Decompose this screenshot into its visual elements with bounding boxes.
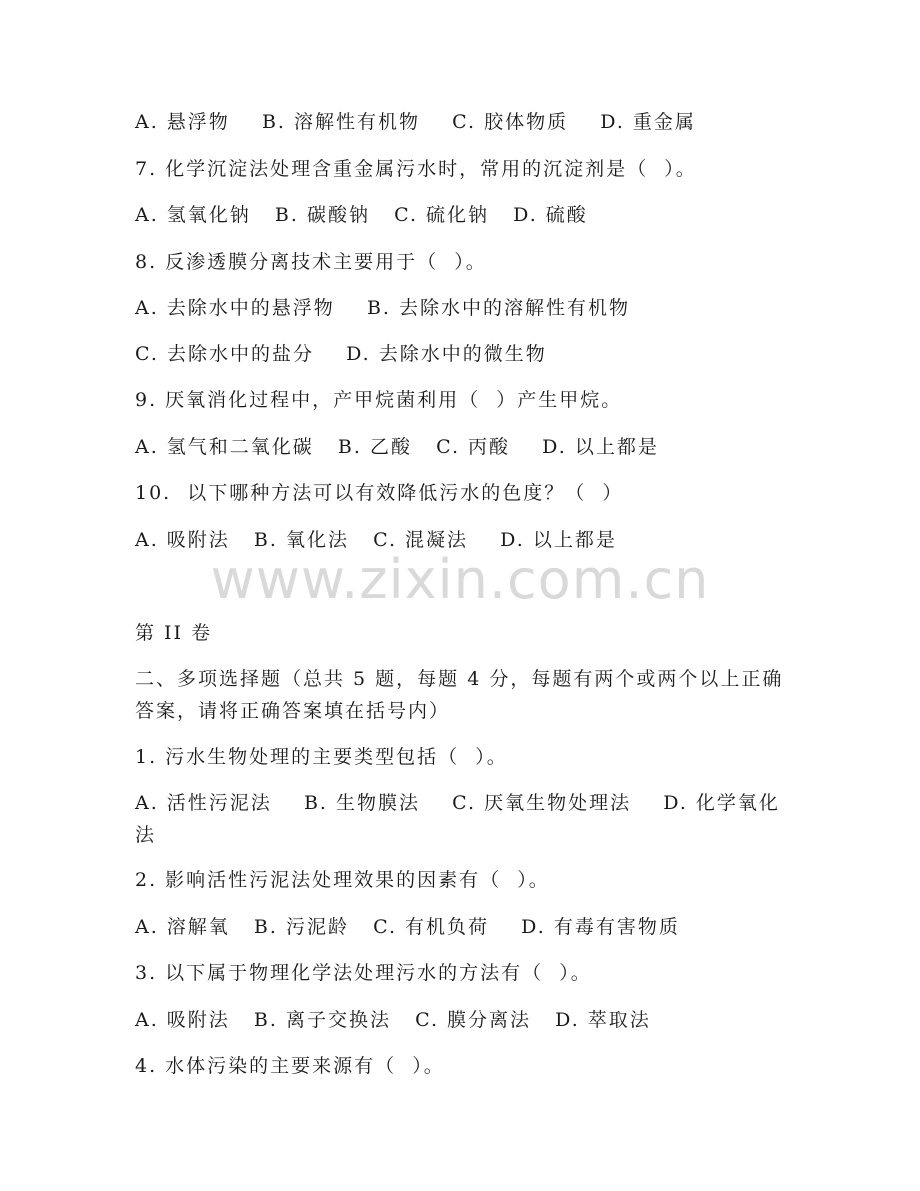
mq4-question: 4. 水体污染的主要来源有（ ）。: [135, 1055, 445, 1077]
mq2-options: A. 溶解氧 B. 污泥龄 C. 有机负荷 D. 有毒有害物质: [135, 916, 680, 938]
q8-options-cd: C. 去除水中的盐分 D. 去除水中的微生物: [135, 343, 547, 365]
q8-question: 8. 反渗透膜分离技术主要用于（ ）。: [135, 251, 487, 273]
q8-options-ab: A. 去除水中的悬浮物 B. 去除水中的溶解性有机物: [135, 297, 631, 319]
q10-question: 10. 以下哪种方法可以有效降低污水的色度？（ ）: [135, 482, 624, 504]
mq3-question: 3. 以下属于物理化学法处理污水的方法有（ ）。: [135, 962, 592, 984]
q6-options: A. 悬浮物 B. 溶解性有机物 C. 胶体物质 D. 重金属: [135, 111, 696, 133]
mq3-options: A. 吸附法 B. 离子交换法 C. 膜分离法 D. 萃取法: [135, 1009, 651, 1031]
mq2-question: 2. 影响活性污泥法处理效果的因素有（ ）。: [135, 869, 550, 891]
section-instructions: 二、多项选择题（总共 5 题，每题 4 分，每题有两个或两个以上正确答案，请将正确答案填在括号内）: [135, 668, 784, 722]
mq1-options: A. 活性污泥法 B. 生物膜法 C. 厌氧生物处理法 D. 化学氧化法: [135, 792, 780, 846]
q10-options: A. 吸附法 B. 氧化法 C. 混凝法 D. 以上都是: [135, 529, 617, 551]
q7-question: 7. 化学沉淀法处理含重金属污水时，常用的沉淀剂是（ ）。: [135, 158, 697, 180]
q7-options: A. 氢氧化钠 B. 碳酸钠 C. 硫化钠 D. 硫酸: [135, 204, 588, 226]
section-title: 第 II 卷: [135, 622, 213, 644]
mq1-question: 1. 污水生物处理的主要类型包括（ ）。: [135, 746, 508, 768]
q9-question: 9. 厌氧消化过程中，产甲烷菌利用（ ）产生甲烷。: [135, 389, 623, 411]
q9-options: A. 氢气和二氧化碳 B. 乙酸 C. 丙酸 D. 以上都是: [135, 436, 659, 458]
watermark: www.zixin.com.cn: [210, 548, 710, 611]
